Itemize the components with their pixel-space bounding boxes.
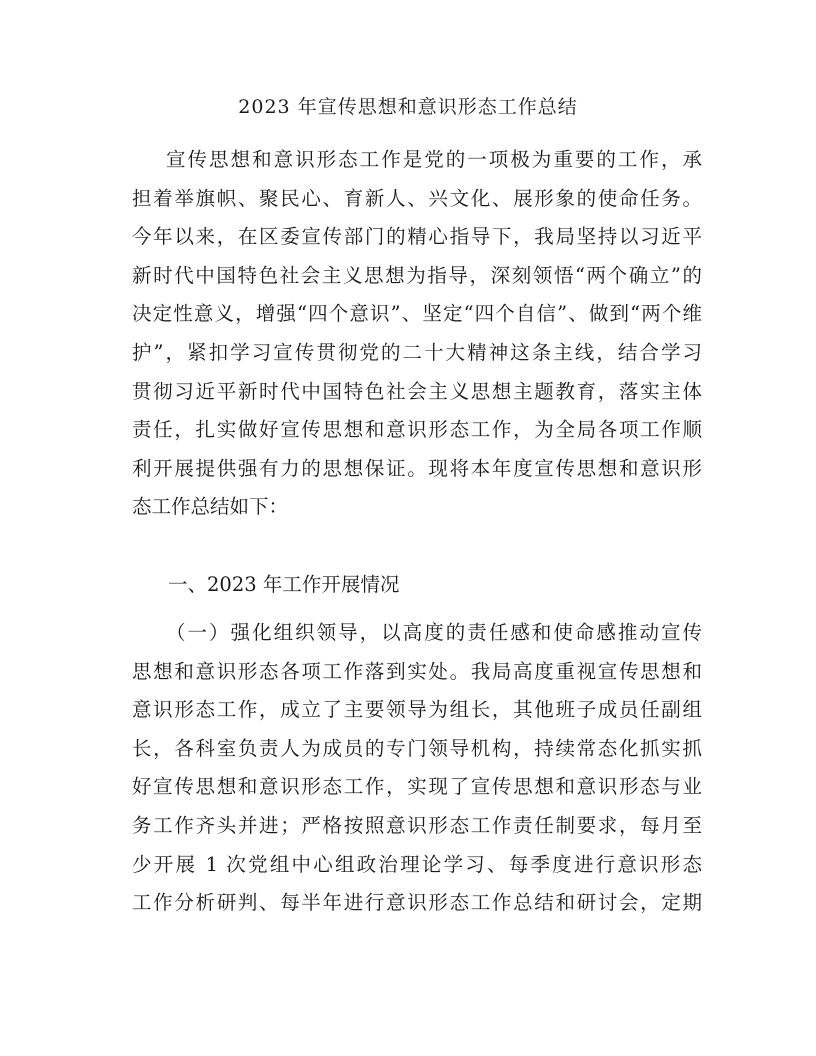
paragraph-line: 好宣传思想和意识形态工作，实现了宣传思想和意识形态与业 — [132, 775, 702, 799]
paragraph-line: 务工作齐头并进；严格按照意识形态工作责任制要求，每月至 — [132, 813, 702, 837]
section-heading: 一、2023 年工作开展情况 — [168, 573, 400, 596]
paragraph-line: 决定性意义，增强“四个意识”、坚定“四个自信”、做到“两个维 — [132, 302, 702, 326]
paragraph-intro — [132, 141, 702, 527]
paragraph-line: 工作分析研判、每半年进行意识形态工作总结和研讨会，定期 — [132, 891, 702, 915]
paragraph-line: 少开展 1 次党组中心组政治理论学习、每季度进行意识形态 — [132, 852, 702, 876]
paragraph-line: 思想和意识形态各项工作落到实处。我局高度重视宣传思想和 — [132, 659, 702, 683]
paragraph-line: （一）强化组织领导，以高度的责任感和使命感推动宣传 — [166, 621, 702, 644]
paragraph-line: 今年以来，在区委宣传部门的精心指导下，我局坚持以习近平 — [132, 225, 702, 249]
paragraph-line: 利开展提供强有力的思想保证。现将本年度宣传思想和意识形 — [132, 456, 702, 480]
paragraph-section-1 — [132, 614, 702, 923]
paragraph-line: 护”，紧扣学习宣传贯彻党的二十大精神这条主线，结合学习 — [132, 340, 702, 364]
paragraph-line: 责任，扎实做好宣传思想和意识形态工作，为全局各项工作顺 — [132, 418, 702, 442]
paragraph-line: 意识形态工作，成立了主要领导为组长，其他班子成员任副组 — [132, 698, 702, 722]
paragraph-line: 贯彻习近平新时代中国特色社会主义思想主题教育，落实主体 — [132, 379, 702, 403]
paragraph-line: 态工作总结如下： — [132, 495, 289, 519]
paragraph-line: 宣传思想和意识形态工作是党的一项极为重要的工作，承 — [166, 148, 702, 171]
document-title: 2023 年宣传思想和意识形态工作总结 — [238, 96, 578, 118]
paragraph-line: 新时代中国特色社会主义思想为指导，深刻领悟“两个确立”的 — [132, 263, 702, 287]
paragraph-line: 担着举旗帜、聚民心、育新人、兴文化、展形象的使命任务。 — [132, 186, 702, 210]
paragraph-line: 长，各科室负责人为成员的专门领导机构，持续常态化抓实抓 — [132, 736, 702, 760]
